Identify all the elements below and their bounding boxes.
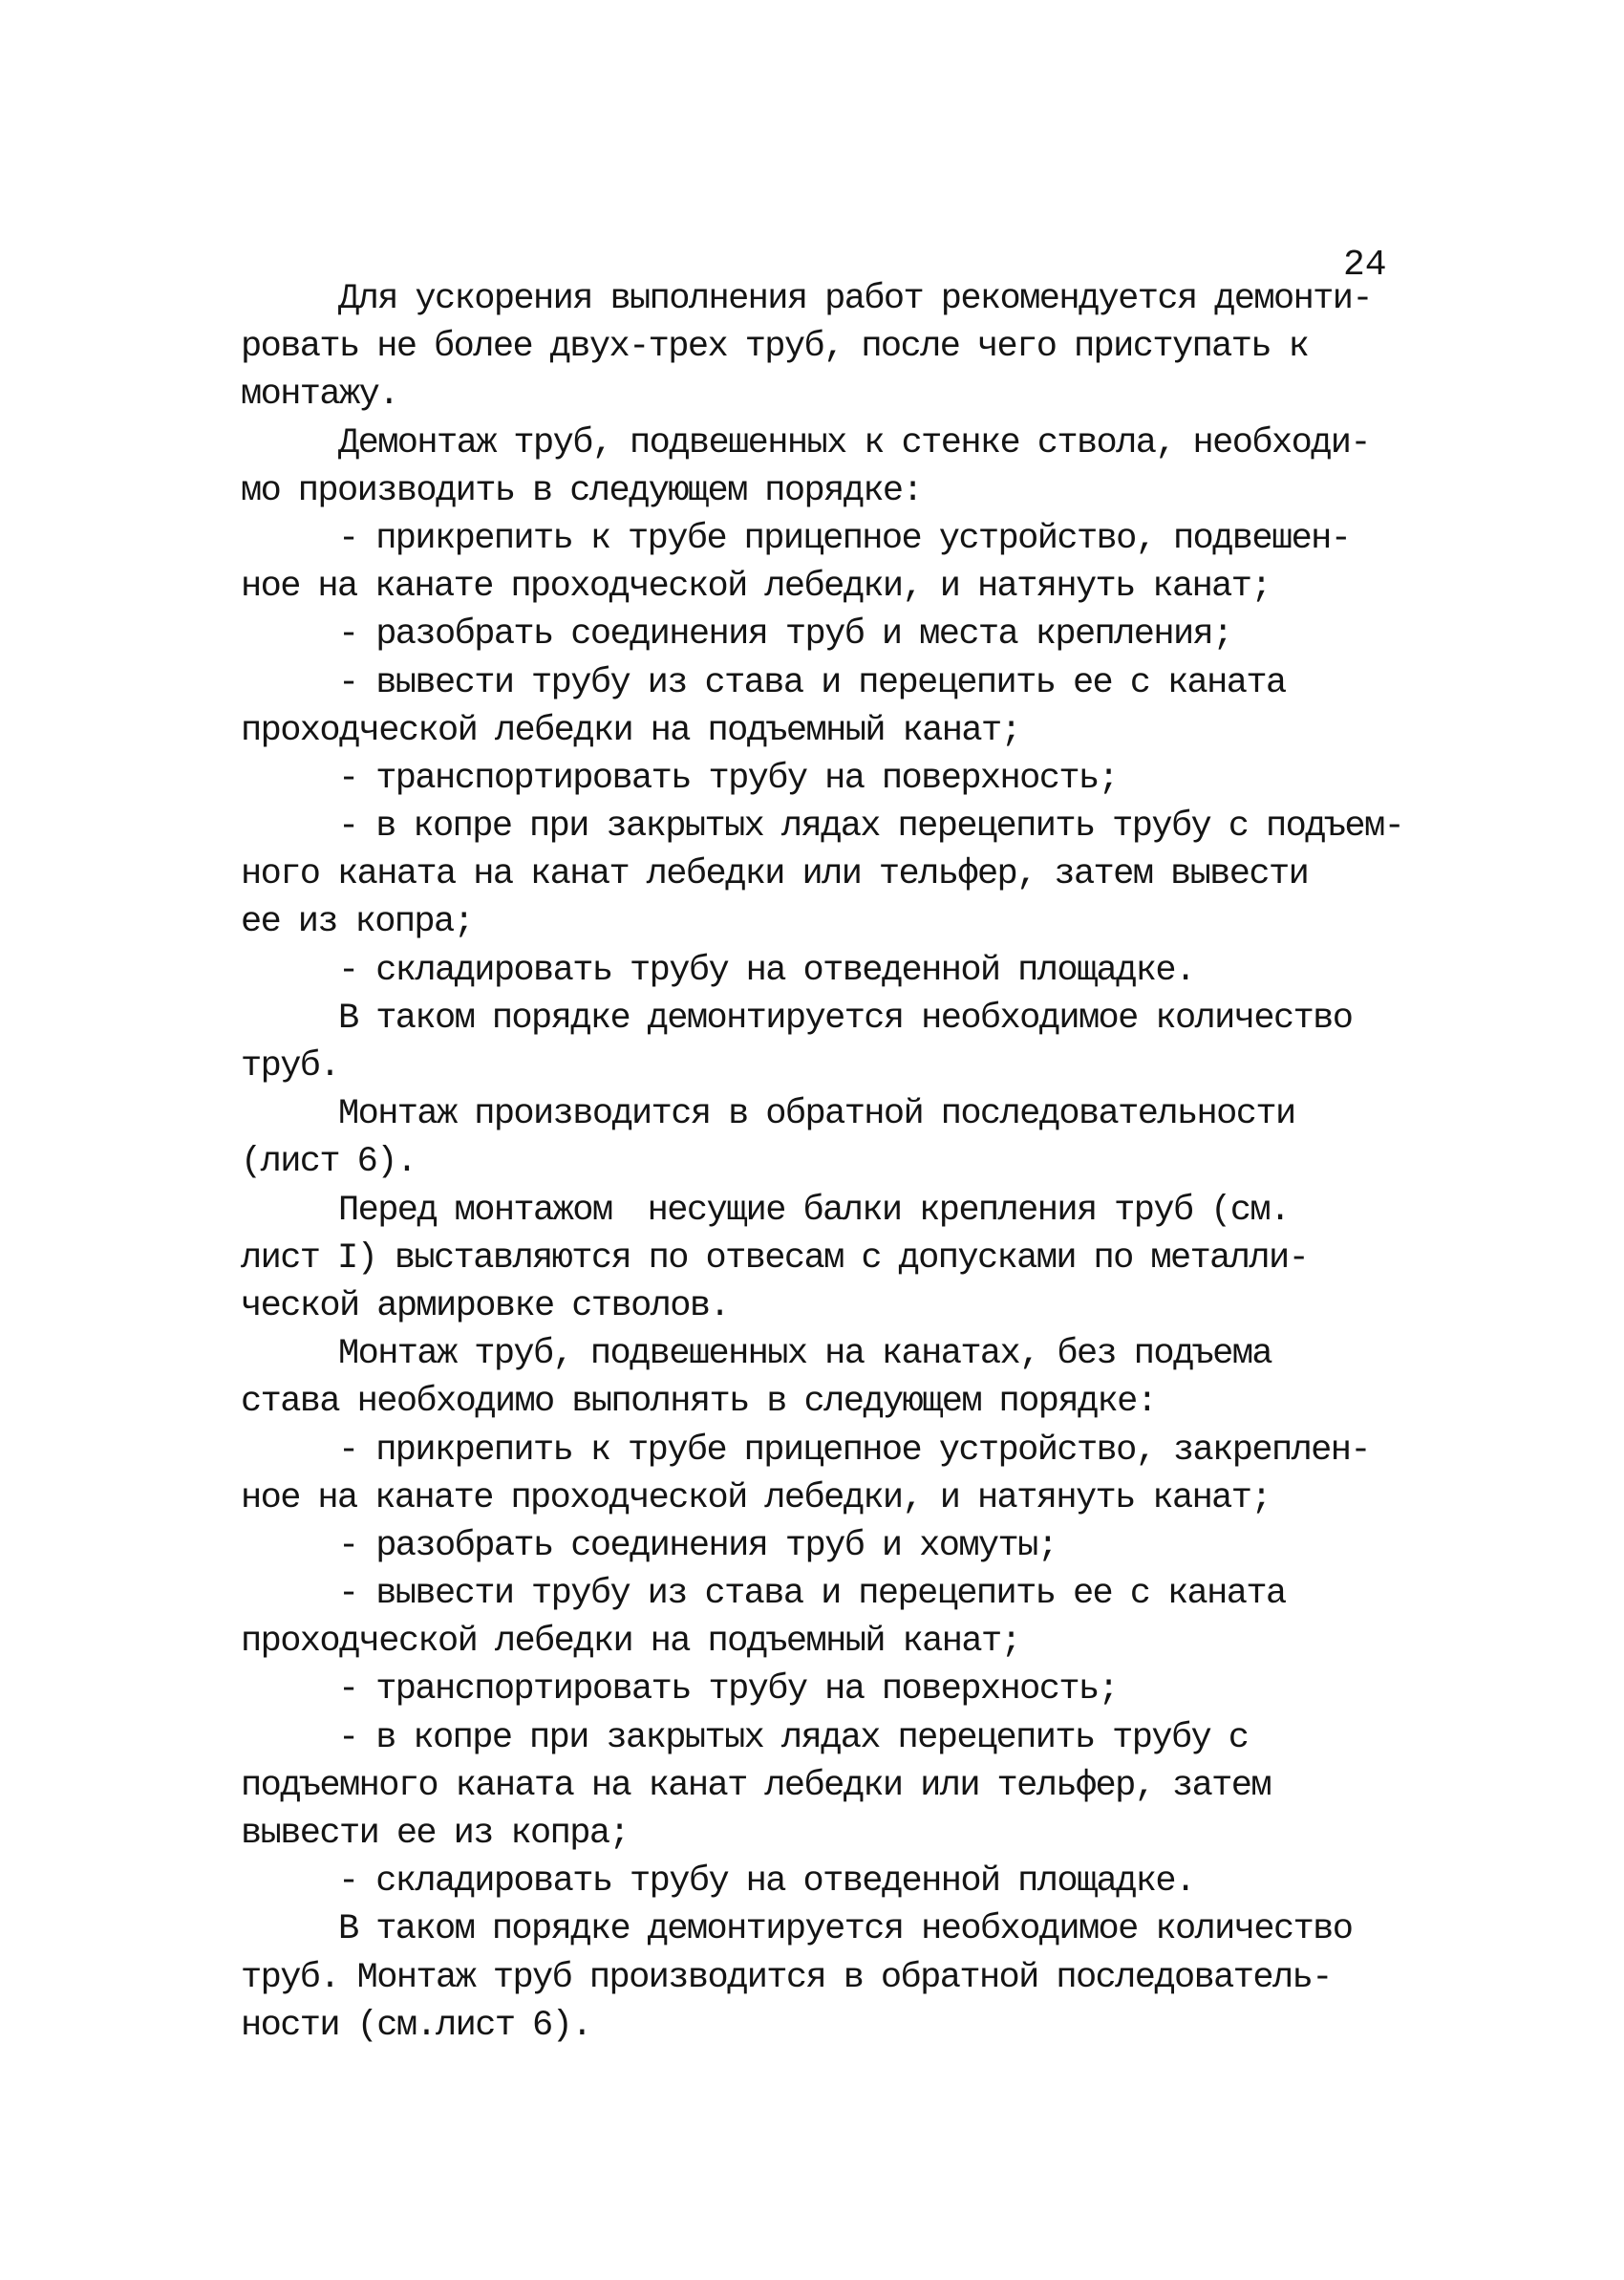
text-line: мо производить в следующем порядке: <box>241 470 923 511</box>
text-line: - складировать трубу на отведенной площадке. <box>338 950 1195 991</box>
text-line: Монтаж труб, подвешенных на канатах, без подъема <box>338 1334 1271 1375</box>
text-line: монтажу. <box>241 375 398 416</box>
text-line: ее из копра; <box>241 902 474 943</box>
text-line: - транспортировать трубу на поверхность; <box>338 1669 1119 1710</box>
text-line: ности (см.лист 6). <box>241 2005 591 2046</box>
text-line: - вывести трубу из става и перецепить ее с каната <box>338 662 1286 703</box>
text-line: става необходимо выполнять в следующем порядке: <box>241 1382 1157 1423</box>
text-line: ческой армировке стволов. <box>241 1285 730 1326</box>
text-line: ного каната на канат лебедки или тельфер, затем вывести <box>241 854 1309 895</box>
text-line: труб. Монтаж труб производится в обратной последователь- <box>241 1957 1332 1998</box>
text-line: подъемного каната на канат лебедки или тельфер, затем <box>241 1765 1271 1806</box>
text-line: Монтаж производится в обратной последовательности <box>338 1094 1295 1135</box>
text-line: - прикрепить к трубе прицепное устройство, подвешен- <box>338 518 1351 559</box>
text-line: Перед монтажом несущие балки крепления труб (см. <box>338 1190 1290 1231</box>
text-line: (лист 6). <box>241 1142 417 1183</box>
text-line: - вывести трубу из става и перецепить ее с каната <box>338 1574 1286 1615</box>
text-line: проходческой лебедки на подъемный канат; <box>241 1622 1021 1663</box>
document-body <box>241 275 1444 2050</box>
page-number: 24 <box>1343 245 1387 286</box>
text-line: Для ускорения выполнения работ рекомендуется демонти- <box>338 279 1372 319</box>
text-line: - складировать трубу на отведенной площадке. <box>338 1861 1195 1903</box>
text-line: ровать не более двух-трех труб, после чего приступать к <box>241 327 1309 368</box>
text-line: - разобрать соединения труб и места крепления; <box>338 614 1232 656</box>
text-line: - транспортировать трубу на поверхность; <box>338 758 1119 799</box>
text-line: ное на канате проходческой лебедки, и натянуть канат; <box>241 567 1271 608</box>
text-line: - разобрать соединения труб и хомуты; <box>338 1525 1058 1566</box>
text-line: лист I) выставляются по отвесам с допусками по металли- <box>241 1237 1309 1279</box>
text-line: вывести ее из копра; <box>241 1814 630 1854</box>
text-line: В таком порядке демонтируется необходимое количество <box>338 1909 1353 1950</box>
text-line: - прикрепить к трубе прицепное устройство, закреплен- <box>338 1430 1370 1471</box>
text-line: труб. <box>241 1046 340 1086</box>
text-line: - в копре при закрытых лядах перецепить трубу с подъем- <box>338 807 1404 848</box>
text-line: Демонтаж труб, подвешенных к стенке ствола, необходи- <box>338 422 1370 463</box>
text-line: - в копре при закрытых лядах перецепить трубу с <box>338 1717 1249 1758</box>
text-line: проходческой лебедки на подъемный канат; <box>241 710 1021 751</box>
text-line: ное на канате проходческой лебедки, и натянуть канат; <box>241 1477 1271 1518</box>
text-line: В таком порядке демонтируется необходимое количество <box>338 998 1353 1039</box>
